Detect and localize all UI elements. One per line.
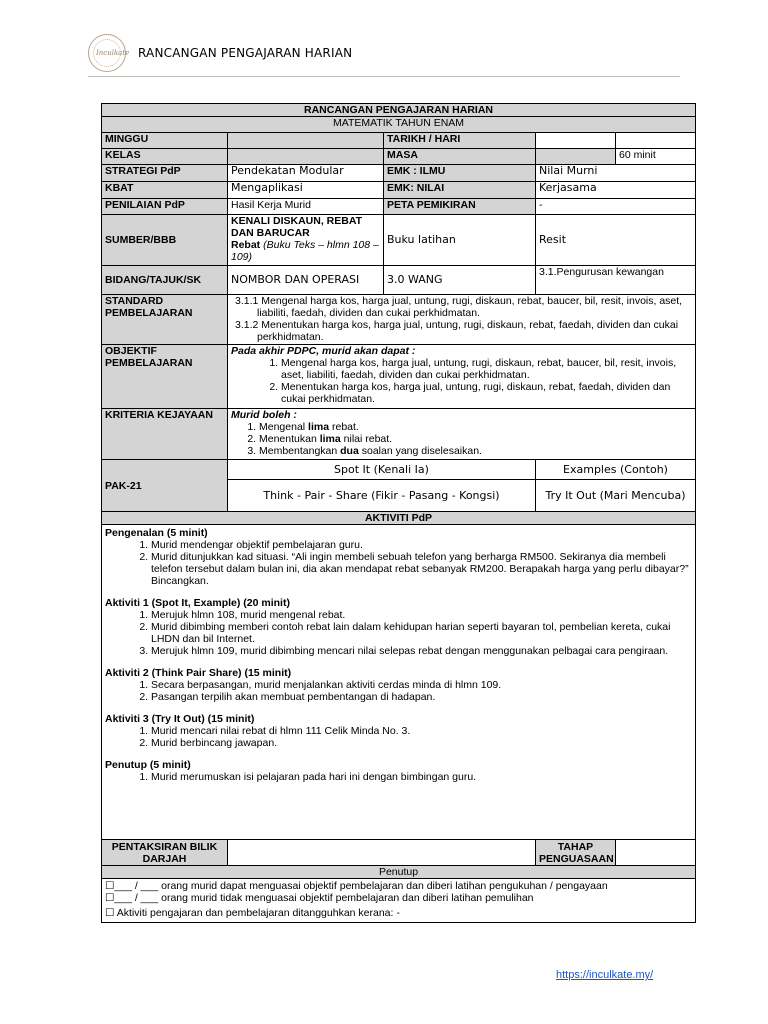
bidang-value: NOMBOR DAN OPERASI xyxy=(228,266,384,295)
lesson-plan-table xyxy=(101,103,696,923)
pentaksiran-value xyxy=(228,840,536,866)
list-item: 2. Pasangan terpilih akan membuat pembentangan di hadapan. xyxy=(151,691,692,703)
emk-ilmu-value: Nilai Murni xyxy=(536,165,696,182)
list-item: 1. Murid mendengar objektif pembelajaran guru. xyxy=(151,539,692,551)
reflection-not-mastered: ☐___ / ___ orang murid tidak menguasai objektif pembelajaran dan diberi latihan pemulihan xyxy=(105,892,534,904)
list-item: 2. Menentukan lima nilai rebat. xyxy=(259,433,692,445)
penilaian-value: Hasil Kerja Murid xyxy=(228,199,384,215)
pak-examples: Examples (Contoh) xyxy=(536,460,696,480)
masa-label: MASA xyxy=(384,149,536,165)
list-item: 2. Murid dibimbing memberi contoh rebat lain dalam kehidupan harian seperti bayaran tol, pembelian kereta, cukai LHDN dan bil Internet. xyxy=(151,621,692,645)
sumber-value xyxy=(228,215,384,266)
section-list xyxy=(105,679,692,703)
section-list xyxy=(105,725,692,749)
standard-label: STANDARD PEMBELAJARAN xyxy=(102,295,228,345)
bidang-topic: 3.0 WANG xyxy=(384,266,536,295)
list-item: 1. Mengenal harga kos, harga jual, untung, rugi, diskaun, rebat, baucer, bil, resit, invois, aset, liabiliti, faedah, dividen dan cukai perkhidmatan. xyxy=(281,357,692,381)
bidang-sk: 3.1.Pengurusan kewangan xyxy=(536,266,696,295)
kriteria-label: KRITERIA KEJAYAAN xyxy=(102,409,228,460)
inculkate-link[interactable]: https://inculkate.my/ xyxy=(556,969,654,981)
sumber-resit: Resit xyxy=(536,215,696,266)
sumber-buku-latihan: Buku latihan xyxy=(384,215,536,266)
objektif-intro: Pada akhir PDPC, murid akan dapat : xyxy=(231,345,416,357)
header-divider xyxy=(88,76,680,77)
peta-label: PETA PEMIKIRAN xyxy=(384,199,536,215)
section-title: Aktiviti 3 (Try It Out) (15 minit) xyxy=(105,713,255,725)
section-list xyxy=(105,609,692,657)
list-item: 1. Murid merumuskan isi pelajaran pada hari ini dengan bimbingan guru. xyxy=(151,771,692,783)
list-item: 3. Merujuk hlmn 109, murid dibimbing mencari nilai selepas rebat dengan menggunakan pelbagai cara pengiraan. xyxy=(151,645,692,657)
kbat-value: Mengaplikasi xyxy=(228,182,384,199)
strategi-label: STRATEGI PdP xyxy=(102,165,228,182)
pak-label: PAK-21 xyxy=(102,460,228,512)
reflection-cell xyxy=(102,879,696,923)
list-item: 2. Murid ditunjukkan kad situasi. “Ali ingin membeli sebuah telefon yang berharga RM500. Sekiranya dia membeli telefon tersebut dalam bulan ini, dia akan mendapat rebat sebanyak RM200. Berapakah harga yang perlu dibayar?” Bincangkan. xyxy=(151,551,692,587)
standard-value xyxy=(228,295,696,345)
list-item: 3. Membentangkan dua soalan yang diselesaikan. xyxy=(259,445,692,457)
objektif-label: OBJEKTIF PEMBELAJARAN xyxy=(102,345,228,409)
reflection-postponed: ☐ Aktiviti pengajaran dan pembelajaran ditangguhkan kerana: - xyxy=(105,907,400,919)
pentaksiran-label: PENTAKSIRAN BILIK DARJAH xyxy=(102,840,228,866)
list-item: 1. Mengenal lima rebat. xyxy=(259,421,692,433)
pak-think-pair-share: Think - Pair - Share (Fikir - Pasang - Kongsi) xyxy=(228,480,536,512)
section-title: Pengenalan (5 minit) xyxy=(105,527,208,539)
kriteria-intro: Murid boleh : xyxy=(231,409,297,421)
kriteria-list xyxy=(231,421,692,457)
tarikh-value xyxy=(536,133,616,149)
list-item: 1. Murid mencari nilai rebat di hlmn 111 Celik Minda No. 3. xyxy=(151,725,692,737)
tahap-value xyxy=(616,840,696,866)
pak-spot-it: Spot It (Kenali Ia) xyxy=(228,460,536,480)
kelas-label: KELAS xyxy=(102,149,228,165)
page-header xyxy=(88,34,352,72)
penilaian-label: PENILAIAN PdP xyxy=(102,199,228,215)
masa-duration: 60 minit xyxy=(616,149,696,165)
list-item: 1. Secara berpasangan, murid menjalankan aktiviti cerdas minda di hlmn 109. xyxy=(151,679,692,691)
list-item: 2. Menentukan harga kos, harga jual, untung, rugi, diskaun, rebat, faedah, dividen dan cukai perkhidmatan. xyxy=(281,381,692,405)
aktiviti-body xyxy=(102,525,696,840)
list-item: 1. Merujuk hlmn 108, murid mengenal rebat. xyxy=(151,609,692,621)
masa-value xyxy=(536,149,616,165)
reflection-mastered: ☐___ / ___ orang murid dapat menguasai objektif pembelajaran dan diberi latihan pengukuhan / pengayaan xyxy=(105,880,608,892)
emk-nilai-value: Kerjasama xyxy=(536,182,696,199)
list-item: 2. Murid berbincang jawapan. xyxy=(151,737,692,749)
kriteria-value xyxy=(228,409,696,460)
sumber-label: SUMBER/BBB xyxy=(102,215,228,266)
sumber-title: KENALI DISKAUN, REBAT DAN BARUCAR xyxy=(231,215,363,239)
doc-subtitle: MATEMATIK TAHUN ENAM xyxy=(102,117,696,133)
kelas-value xyxy=(228,149,384,165)
strategi-value: Pendekatan Modular xyxy=(228,165,384,182)
tarikh-value-2 xyxy=(616,133,696,149)
emk-nilai-label: EMK: NILAI xyxy=(384,182,536,199)
header-title: RANCANGAN PENGAJARAN HARIAN xyxy=(138,46,353,60)
tarikh-label: TARIKH / HARI xyxy=(384,133,536,149)
section-list xyxy=(105,539,692,587)
sumber-textbook: (Buku Teks – hlmn 108 – 109) xyxy=(231,239,379,263)
kbat-label: KBAT xyxy=(102,182,228,199)
inculkate-logo xyxy=(88,34,130,72)
minggu-label: MINGGU xyxy=(102,133,228,149)
logo-text: Inculkate xyxy=(96,49,130,57)
pak-try-it-out: Try It Out (Mari Mencuba) xyxy=(536,480,696,512)
section-title: Penutup (5 minit) xyxy=(105,759,191,771)
section-title: Aktiviti 2 (Think Pair Share) (15 minit) xyxy=(105,667,292,679)
doc-title: RANCANGAN PENGAJARAN HARIAN xyxy=(102,104,696,117)
penutup-header: Penutup xyxy=(102,866,696,879)
bidang-label: BIDANG/TAJUK/SK xyxy=(102,266,228,295)
tahap-label: TAHAP PENGUASAAN xyxy=(536,840,616,866)
standard-item: 3.1.2 Menentukan harga kos, harga jual, untung, rugi, diskaun, rebat, faedah, dividen dan cukai perkhidmatan. xyxy=(235,319,679,343)
minggu-value xyxy=(228,133,384,149)
objektif-list xyxy=(231,357,692,405)
section-title: Aktiviti 1 (Spot It, Example) (20 minit) xyxy=(105,597,290,609)
aktiviti-header: AKTIVITI PdP xyxy=(102,512,696,525)
section-list xyxy=(105,771,692,783)
sumber-rebat: Rebat xyxy=(231,239,261,251)
objektif-value xyxy=(228,345,696,409)
standard-item: 3.1.1 Mengenal harga kos, harga jual, untung, rugi, diskaun, rebat, baucer, bil, resit, invois, aset, liabiliti, faedah, dividen dan cukai perkhidmatan. xyxy=(235,295,683,319)
peta-value: - xyxy=(536,199,696,215)
emk-ilmu-label: EMK : ILMU xyxy=(384,165,536,182)
